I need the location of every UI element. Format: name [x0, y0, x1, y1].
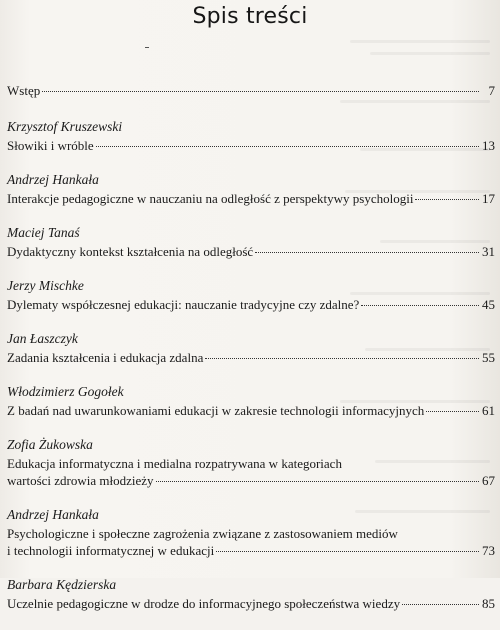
toc-title: Wstęp — [7, 83, 41, 98]
toc-entry — [7, 119, 495, 154]
toc-title: wartości zdrowia młodzieży — [7, 473, 154, 488]
toc-author: Jerzy Mischke — [7, 278, 84, 293]
toc-title: i technologii informatycznej w edukacji — [7, 543, 215, 558]
toc-title-first-line: Edukacja informatyczna i medialna rozpatrywana w kategoriach — [7, 456, 342, 471]
ink-speck — [145, 47, 149, 48]
toc-entry — [7, 384, 495, 419]
toc-title: Zadania kształcenia i edukacja zdalna — [7, 350, 204, 365]
toc-title: Z badań nad uwarunkowaniami edukacji w zakresie technologii informacyjnych — [7, 403, 425, 418]
toc-entry — [7, 225, 495, 260]
toc-entry — [7, 82, 495, 99]
toc-author: Zofia Żukowska — [7, 437, 93, 452]
toc-author: Jan Łaszczyk — [7, 331, 78, 346]
page-title: Spis treści — [192, 4, 308, 29]
toc-entry — [7, 278, 495, 313]
toc-line — [7, 472, 495, 489]
toc-entry — [7, 331, 495, 366]
dot-leader — [426, 411, 479, 412]
dot-leader — [42, 91, 479, 92]
dot-leader — [96, 146, 479, 147]
toc-author: Włodzimierz Gogołek — [7, 384, 124, 399]
toc-author: Barbara Kędzierska — [7, 577, 117, 592]
toc-title: Uczelnie pedagogiczne w drodze do informacyjnego społeczeństwa wiedzy — [7, 596, 401, 611]
toc-author: Maciej Tanaś — [7, 225, 80, 240]
toc-line — [7, 542, 495, 559]
toc-line — [7, 296, 495, 313]
toc-line — [7, 190, 495, 207]
toc-entry — [7, 577, 495, 612]
toc-line — [7, 349, 495, 366]
toc-author: Krzysztof Kruszewski — [7, 119, 123, 134]
toc-line — [7, 82, 495, 99]
toc-page: 31 — [482, 244, 495, 259]
toc-line — [7, 595, 495, 612]
toc-line — [7, 137, 495, 154]
dot-leader — [361, 305, 479, 306]
toc-page: 73 — [482, 543, 495, 558]
toc-page: 85 — [482, 596, 495, 611]
dot-leader — [402, 604, 479, 605]
toc-title-first-line: Psychologiczne i społeczne zagrożenia związane z zastosowaniem mediów — [7, 526, 398, 541]
dot-leader — [216, 551, 479, 552]
dot-leader — [415, 199, 479, 200]
toc-page: 45 — [482, 297, 495, 312]
toc-entry — [7, 437, 495, 489]
toc-page: 67 — [482, 473, 495, 488]
toc-page: 55 — [482, 350, 495, 365]
toc-line — [7, 402, 495, 419]
toc-author: Andrzej Hankała — [7, 507, 99, 522]
table-of-contents — [7, 82, 495, 630]
toc-page: 17 — [482, 191, 495, 206]
dot-leader — [255, 252, 479, 253]
toc-title: Dydaktyczny kontekst kształcenia na odległość — [7, 244, 254, 259]
toc-author: Andrzej Hankała — [7, 172, 99, 187]
toc-page: 13 — [482, 138, 495, 153]
toc-entry — [7, 172, 495, 207]
dot-leader — [156, 481, 479, 482]
toc-title: Dylematy współczesnej edukacji: nauczanie tradycyjne czy zdalne? — [7, 297, 360, 312]
toc-line — [7, 243, 495, 260]
toc-title: Słowiki i wróble — [7, 138, 94, 153]
toc-entry — [7, 507, 495, 559]
toc-page: 7 — [488, 83, 495, 98]
toc-page: 61 — [482, 403, 495, 418]
toc-title: Interakcje pedagogiczne w nauczaniu na odległość z perspektywy psychologii — [7, 191, 414, 206]
dot-leader — [205, 358, 479, 359]
